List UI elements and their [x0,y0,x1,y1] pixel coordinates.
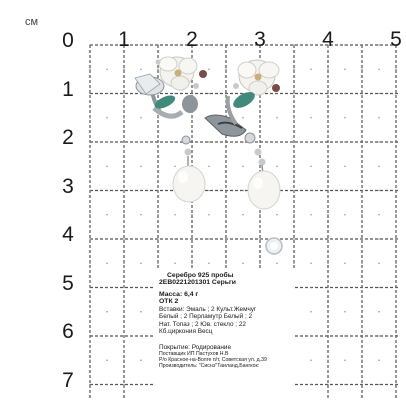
grid-dot [361,384,362,385]
grid-dot [310,238,311,239]
grid-dot [378,238,379,239]
grid-dot [327,214,328,215]
grid-dot [310,214,311,215]
grid-dot [89,44,90,45]
grid-dot [276,141,277,142]
grid-dot [123,360,124,361]
grid-dot [225,166,226,167]
grid-dot [378,263,379,264]
grid-dot [395,69,396,70]
grid-dot [89,335,90,336]
grid-dot [140,360,141,361]
grid-dot [123,263,124,264]
grid-dot [106,190,107,191]
grid-dot [106,238,107,239]
grid-dot [242,141,243,142]
grid-dot [191,238,192,239]
grid-dot [208,166,209,167]
grid-dot [276,117,277,118]
grid-dot [140,263,141,264]
grid-dot [157,263,158,264]
grid-dot [395,214,396,215]
grid-dot [106,166,107,167]
grid-dot [361,93,362,94]
grid-dot [106,335,107,336]
grid-dot [191,214,192,215]
grid-dot [361,214,362,215]
ruler-left-number: 5 [62,271,74,295]
grid-dot [378,44,379,45]
grid-dot [208,141,209,142]
grid-dot [140,287,141,288]
left-pearl-drop-image [173,136,205,202]
grid-dot [361,166,362,167]
grid-dot [395,141,396,142]
grid-dot [310,287,311,288]
grid-dot [242,44,243,45]
grid-dot [378,93,379,94]
grid-dot [293,214,294,215]
grid-dot [259,238,260,239]
grid-dot [361,311,362,312]
grid-dot [242,214,243,215]
grid-dot [191,93,192,94]
ruler-top-number: 4 [322,28,334,51]
grid-dot [293,69,294,70]
grid-dot [259,214,260,215]
grid-dot [140,69,141,70]
grid-dot [157,238,158,239]
grid-dot [378,190,379,191]
grid-dot [276,166,277,167]
tag-coating-line: Покрытие: Родирование [159,343,232,351]
tag-weight-line: Масса: 6,4 г [159,290,199,298]
grid-dot [106,214,107,215]
grid-dot [395,384,396,385]
grid-dot [327,287,328,288]
grid-dot [378,360,379,361]
grid-dot [174,141,175,142]
grid-dot [327,93,328,94]
grid-dot [361,190,362,191]
ruler-left-number: 0 [62,29,74,52]
grid-dot [174,166,175,167]
grid-dot [344,360,345,361]
grid-dot [123,93,124,94]
grid-dot [174,238,175,239]
grid-dot [395,360,396,361]
grid-dot [89,287,90,288]
grid-dot [140,117,141,118]
grid-dot [310,141,311,142]
grid-dot [310,384,311,385]
grid-dot [395,93,396,94]
grid-dot [208,44,209,45]
grid-dot [293,117,294,118]
grid-dot [242,166,243,167]
grid-dot [276,44,277,45]
grid-dot [89,141,90,142]
grid-dot [327,141,328,142]
grid-dot [157,166,158,167]
ruler-top-number: 2 [186,28,198,51]
grid-dot [361,141,362,142]
grid-dot [191,263,192,264]
grid-dot [89,190,90,191]
product-tag-text [159,268,301,370]
grid-dot [310,360,311,361]
grid-dot [395,335,396,336]
grid-dot [208,93,209,94]
grid-dot [225,263,226,264]
grid-dot [157,44,158,45]
grid-dot [344,263,345,264]
tag-inserts-line-2: Белый ; 2 Перламутр Белый ; 2 [159,313,253,321]
grid-dot [327,238,328,239]
grid-dot [327,117,328,118]
grid-dot [344,214,345,215]
tag-inserts-line-3: Нат. Топаз ; 2 Юв. стекло ; 22 [159,320,246,328]
grid-dot [123,214,124,215]
grid-dot [361,360,362,361]
grid-dot [344,311,345,312]
grid-dot [378,214,379,215]
grid-dot [106,44,107,45]
ruler-left-number: 4 [62,223,74,246]
grid-dot [89,214,90,215]
tag-address-line: Р/о Красное-на-Волге п/т, Советская ул. д.39 [159,357,267,364]
grid-dot [310,190,311,191]
grid-dot [157,69,158,70]
grid-dot [395,190,396,191]
grid-dot [361,263,362,264]
grid-dot [327,166,328,167]
grid-dot [378,311,379,312]
grid-dot [157,141,158,142]
grid-dot [344,238,345,239]
grid-dot [123,69,124,70]
grid-dot [310,311,311,312]
grid-dot [344,117,345,118]
grid-dot [208,263,209,264]
grid-dot [225,44,226,45]
grid-dot [378,384,379,385]
grid-dot [140,384,141,385]
tag-qc-line: ОТК 2 [159,298,179,306]
grid-dot [123,238,124,239]
grid-dot [140,190,141,191]
grid-dot [140,166,141,167]
grid-dot [140,238,141,239]
grid-dot [89,360,90,361]
grid-dot [378,69,379,70]
grid-dot [140,214,141,215]
grid-dot [208,69,209,70]
grid-dot [395,238,396,239]
grid-dot [293,166,294,167]
grid-dot [344,93,345,94]
grid-dot [123,141,124,142]
grid-dot [157,214,158,215]
grid-dot [123,335,124,336]
grid-dot [344,69,345,70]
grid-dot [208,190,209,191]
grid-dot [174,44,175,45]
grid-dot [123,384,124,385]
tag-inserts-line-4: Кб.циркония Весц [159,328,213,336]
grid-dot [106,360,107,361]
grid-dot [225,214,226,215]
grid-dot [106,287,107,288]
grid-dot [378,166,379,167]
ruler-left-number: 6 [62,320,74,343]
grid-dot [361,117,362,118]
grid-dot [395,311,396,312]
grid-dot [157,190,158,191]
grid-dot [327,69,328,70]
grid-dot [276,214,277,215]
grid-dot [225,93,226,94]
grid-dot [157,117,158,118]
left-earring-image [135,57,207,116]
grid-dot [123,311,124,312]
grid-dot [89,69,90,70]
grid-dot [89,117,90,118]
tag-clip-ring [266,238,282,254]
grid-dot [327,311,328,312]
right-earring-image [205,60,280,209]
grid-dot [293,44,294,45]
grid-dot [344,166,345,167]
grid-dot [259,141,260,142]
grid-dot [293,141,294,142]
grid-dot [310,44,311,45]
grid-dot [89,166,90,167]
grid-dot [327,190,328,191]
grid-dot [106,141,107,142]
grid-dot [344,44,345,45]
grid-dot [327,384,328,385]
grid-dot [310,117,311,118]
grid-dot [259,117,260,118]
grid-dot [89,263,90,264]
grid-dot [395,287,396,288]
grid-dot [174,263,175,264]
ruler-top-number: 5 [390,28,402,51]
grid-dot [276,263,277,264]
grid-dot [89,384,90,385]
tag-manufacturer-line: Производитель: "Сиснэ"Таиланд,Бангкок: [159,363,260,370]
grid-dot [174,93,175,94]
grid-dot [310,263,311,264]
grid-dot [259,166,260,167]
grid-dot [293,93,294,94]
ruler-left-number: 3 [62,174,74,198]
ruler-unit-label: см [25,16,39,28]
grid-dot [225,141,226,142]
grid-dot [378,141,379,142]
grid-dot [140,141,141,142]
grid-dot [293,263,294,264]
grid-dot [208,214,209,215]
grid-dot [106,69,107,70]
grid-dot [174,214,175,215]
tag-article-line: 2ЕВ0221201301 Серьги [159,279,236,287]
grid-dot [361,69,362,70]
grid-dot [310,335,311,336]
ruler-top-number: 3 [254,28,266,51]
tag-metal-line: Серебро 925 пробы [167,272,234,279]
grid-dot [123,166,124,167]
grid-dot [89,311,90,312]
grid-dot [123,117,124,118]
grid-dot [140,335,141,336]
grid-dot [242,263,243,264]
grid-dot [191,117,192,118]
ruler-left-number: 1 [62,77,74,101]
ruler-top-number: 1 [118,28,130,51]
grid-dot [89,238,90,239]
grid-dot [140,311,141,312]
grid-dot [361,335,362,336]
grid-dot [106,117,107,118]
grid-dot [191,141,192,142]
grid-dot [344,384,345,385]
grid-dot [225,190,226,191]
grid-dot [344,190,345,191]
grid-dot [310,166,311,167]
grid-dot [106,311,107,312]
grid-dot [361,238,362,239]
grid-dot [123,190,124,191]
grid-dot [361,44,362,45]
grid-dot [378,287,379,288]
tag-supplier-line: Поставщик ИП Пастухов Н.В [159,350,229,357]
ruler-left-number: 7 [62,368,74,392]
grid-dot [123,287,124,288]
grid-dot [395,263,396,264]
grid-dot [344,335,345,336]
grid-dot [310,69,311,70]
grid-dot [344,141,345,142]
grid-dot [327,263,328,264]
grid-dot [327,360,328,361]
grid-dot [242,190,243,191]
grid-dot [310,93,311,94]
grid-dot [395,166,396,167]
grid-dot [106,263,107,264]
grid-dot [259,263,260,264]
grid-dot [242,238,243,239]
grid-dot [378,117,379,118]
grid-dot [225,69,226,70]
grid-dot [293,238,294,239]
grid-dot [242,117,243,118]
grid-dot [106,93,107,94]
grid-dot [361,287,362,288]
grid-dot [395,117,396,118]
grid-dot [140,44,141,45]
grid-dot [106,384,107,385]
grid-dot [344,287,345,288]
tag-inserts-line-1: Вставки: Эмаль ; 2 Культ.Жемчуг [159,305,257,313]
grid-dot [378,335,379,336]
grid-dot [225,238,226,239]
ruler-left-number: 2 [62,126,74,149]
grid-dot [276,93,277,94]
grid-dot [208,238,209,239]
grid-dot [327,335,328,336]
grid-dot [89,93,90,94]
grid-dot [293,190,294,191]
